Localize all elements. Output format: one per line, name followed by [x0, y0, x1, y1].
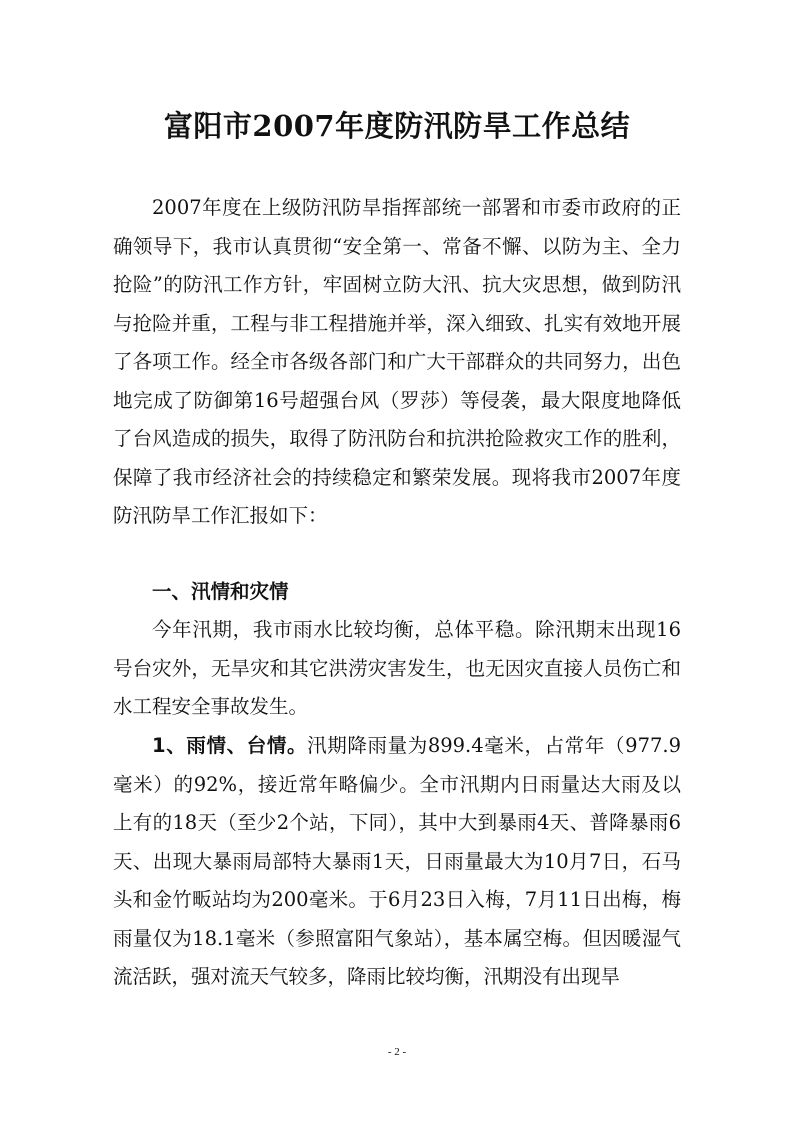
subsection-rain-typhoon-text: 汛期降雨量为899.4毫米，占常年（977.9毫米）的92%，接近常年略偏少。全市汛期内日雨量达大雨及以上有的18天（至少2个站，下同），其中大到暴雨4天、普降暴雨6天、出现大暴雨局部特大暴雨1天，日雨量最大为10月7日，石马头和金竹畈站均为200毫米。于6月23日入梅，7月11日出梅，梅雨量仅为18.1毫米（参照富阳气象站），基本属空梅。但因暖湿气流活跃，强对流天气较多，降雨比较均衡，汛期没有出现旱 — [113, 734, 681, 988]
page-number: - 2 - — [387, 1046, 407, 1058]
subsection-rain-typhoon-paragraph — [113, 727, 681, 997]
section-heading-flood-and-disaster: 一、汛情和灾情 — [152, 580, 289, 603]
intro-paragraph: 2007年度在上级防汛防旱指挥部统一部署和市委市政府的正确领导下，我市认真贯彻“安全第一、常备不懈、以防为主、全力抢险”的防汛工作方针，牢固树立防大汛、抗大灾思想，做到防汛与抢险并重，工程与非工程措施并举，深入细致、扎实有效地开展了各项工作。经全市各级各部门和广大干部群众的共同努力，出色地完成了防御第16号超强台风（罗莎）等侵袭，最大限度地降低了台风造成的损失，取得了防汛防台和抗洪抢险救灾工作的胜利，保障了我市经济社会的持续稳定和繁荣发展。现将我市2007年度防汛防旱工作汇报如下： — [113, 196, 681, 527]
subsection-lead-heading: 1、雨情、台情。 — [152, 734, 308, 757]
document-title: 富阳市2007年度防汛防旱工作总结 — [163, 109, 631, 143]
section-1-paragraph: 今年汛期，我市雨水比较均衡，总体平稳。除汛期末出现16号台灾外，无旱灾和其它洪涝灾害发生，也无因灾直接人员伤亡和水工程安全事故发生。 — [113, 618, 681, 718]
